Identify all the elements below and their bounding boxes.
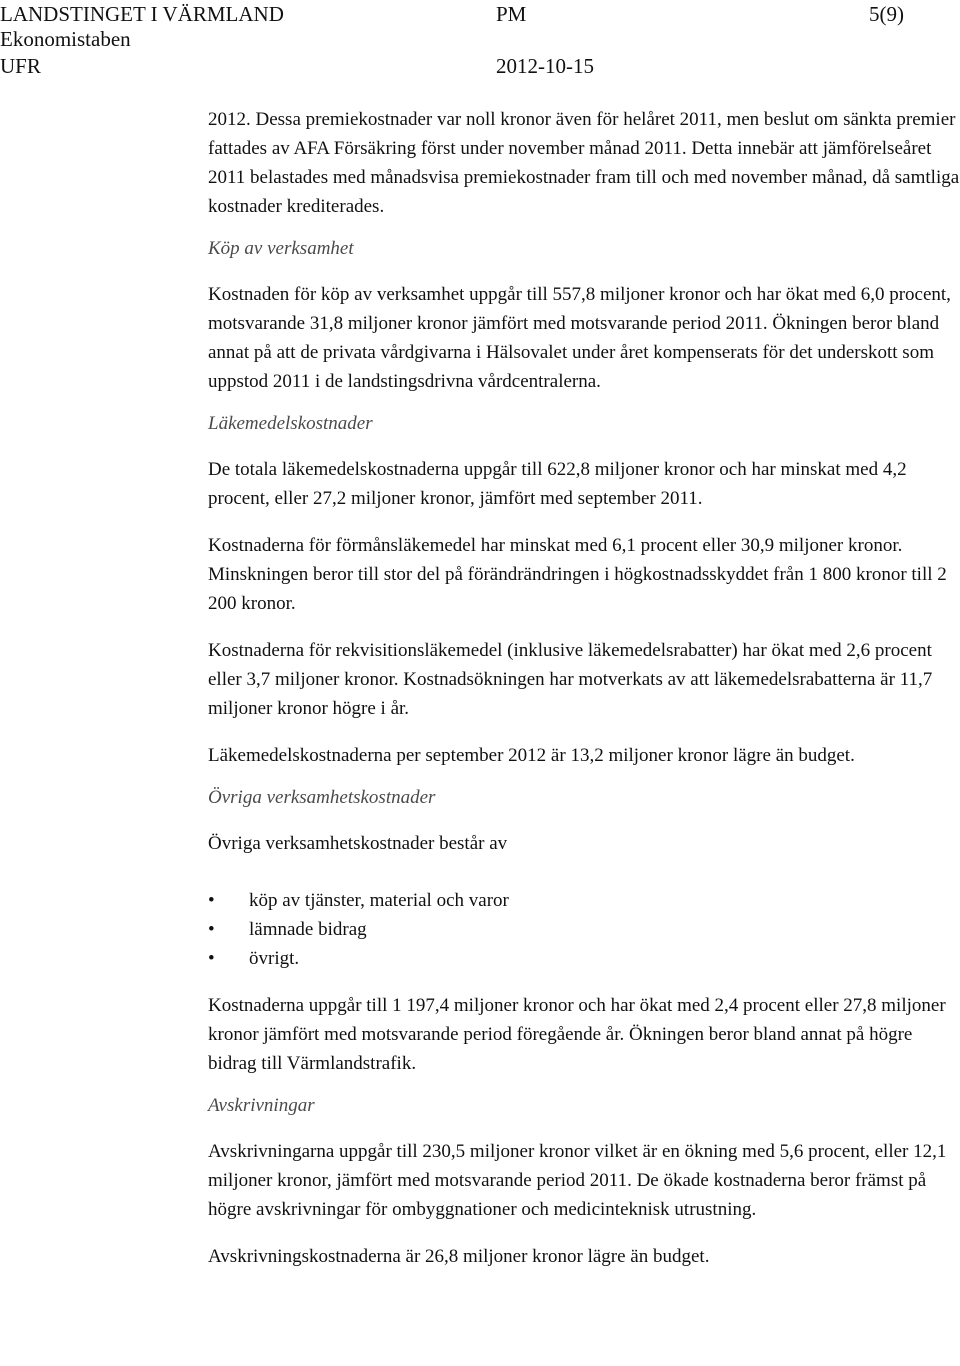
lakemedel-paragraph-3: Kostnaderna för rekvisitionsläkemedel (inklusive läkemedelsrabatter) har ökat med 2,6 procent eller 3,7 miljoner kronor. Kostnadsökningen har motverkats av att läkemedelsrabatterna är 11,7 miljoner kronor högre i år. — [208, 640, 933, 719]
header-page-number: 5(9) — [869, 2, 904, 26]
ovriga-bullet-list — [208, 886, 960, 973]
ovriga-paragraph-1: Övriga verksamhetskostnader består av — [208, 833, 508, 854]
header-date: 2012-10-15 — [496, 54, 594, 78]
header-org: LANDSTINGET I VÄRMLAND — [0, 2, 284, 26]
section-heading-lakemedel: Läkemedelskostnader — [208, 413, 373, 434]
list-item: • köp av tjänster, material och varor — [208, 886, 960, 915]
lakemedel-paragraph-1: De totala läkemedelskostnaderna uppgår till 622,8 miljoner kronor och har minskat med 4,2 procent, eller 27,2 miljoner kronor, jämfört med september 2011. — [208, 459, 907, 509]
intro-paragraph: 2012. Dessa premiekostnader var noll kronor även för helåret 2011, men beslut om sänkta premier fattades av AFA Försäkring först under november månad 2011. Detta innebär att jämförelseåret 2011 belastades med månadsvisa premiekostnader fram till och med november månad, då samtliga kostnader krediterades. — [208, 109, 960, 217]
list-item: • övrigt. — [208, 944, 960, 973]
document-body — [208, 105, 960, 1271]
section-heading-avskrivningar: Avskrivningar — [208, 1095, 315, 1116]
lakemedel-paragraph-2: Kostnaderna för förmånsläkemedel har minskat med 6,1 procent eller 30,9 miljoner kronor. Minskningen beror till stor del på förändrändringen i högkostnadsskyddet från 1 800 kronor till 2 200 kronor. — [208, 535, 947, 614]
list-item: • lämnade bidrag — [208, 915, 960, 944]
section-heading-ovriga: Övriga verksamhetskostnader — [208, 787, 436, 808]
section-heading-kop: Köp av verksamhet — [208, 238, 354, 259]
ovriga-paragraph-2: Kostnaderna uppgår till 1 197,4 miljoner kronor och har ökat med 2,4 procent eller 27,8 miljoner kronor jämfört med motsvarande period föregående år. Ökningen beror bland annat på högre bidrag till Värmlandstrafik. — [208, 995, 946, 1074]
header-author: UFR — [0, 54, 41, 78]
kop-paragraph: Kostnaden för köp av verksamhet uppgår till 557,8 miljoner kronor och har ökat med 6,0 procent, motsvarande 31,8 miljoner kronor jämfört med motsvarande period 2011. Ökningen beror bland annat på att de privata vårdgivarna i Hälsovalet under året kompenserats för det underskott som uppstod 2011 i de landstingsdrivna vårdcentralerna. — [208, 284, 951, 392]
page-header — [0, 0, 960, 90]
header-doc-type: PM — [496, 2, 527, 26]
avskrivningar-paragraph-2: Avskrivningskostnaderna är 26,8 miljoner kronor lägre än budget. — [208, 1246, 710, 1267]
avskrivningar-paragraph-1: Avskrivningarna uppgår till 230,5 miljoner kronor vilket är en ökning med 5,6 procent, eller 12,1 miljoner kronor, jämfört med motsvarande period 2011. De ökade kostnaderna beror främst på högre avskrivningar för ombyggnationer och medicinteknisk utrustning. — [208, 1141, 947, 1220]
header-department: Ekonomistaben — [0, 27, 131, 51]
lakemedel-paragraph-4: Läkemedelskostnaderna per september 2012 är 13,2 miljoner kronor lägre än budget. — [208, 745, 855, 766]
